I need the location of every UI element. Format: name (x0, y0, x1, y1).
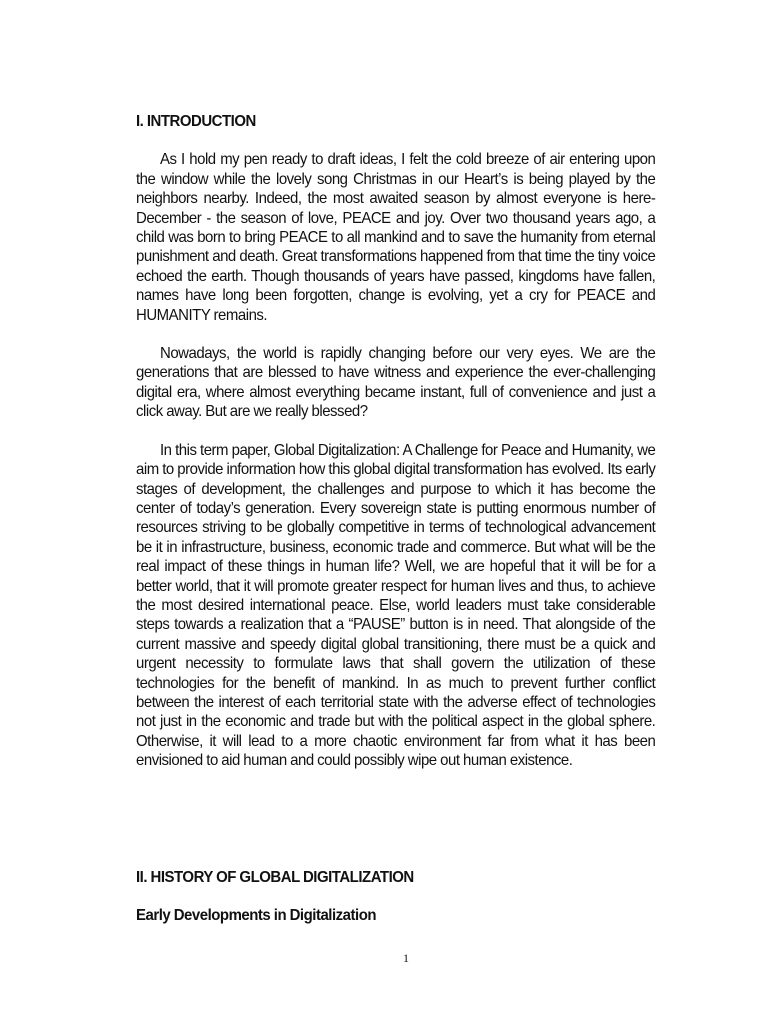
intro-paragraph-2: Nowadays, the world is rapidly changing before our very eyes. We are the generations that are blessed to have witness and experience the ever-challenging digital era, where almost everything became instant, full of convenience and just a click away. But are we really blessed? (136, 345, 656, 421)
subheading-early-developments: Early Developments in Digitalization (136, 907, 377, 924)
page-number: 1 (403, 951, 409, 965)
intro-paragraph-1: As I hold my pen ready to draft ideas, I felt the cold breeze of air entering upon the window while the lovely song Christmas in our Heart’s is being played by the neighbors nearby. Indeed, the most awaited season by almost everyone is here- December - the season of love, PEACE and joy. Over two thousand years ago, a child was born to bring PEACE to all mankind and to save the humanity from eternal punishment and death. Great transformations happened from that time the tiny voice echoed the earth. Though thousands of years have passed, kingdoms have fallen, names have long been forgotten, change is evolving, yet a cry for PEACE and HUMANITY remains. (136, 151, 656, 324)
document-body (136, 112, 655, 925)
section-heading-introduction: I. INTRODUCTION (136, 113, 256, 130)
intro-paragraph-3: In this term paper, Global Digitalization: A Challenge for Peace and Humanity, we aim to provide information how this global digital transformation has evolved. Its early stages of development, the challenges and purpose to which it has become the center of today’s generation. Every sovereign state is putting enormous number of resources striving to be globally competitive in terms of technological advancement be it in infrastructure, business, economic trade and commerce. But what will be the real impact of these things in human life? Well, we are hopeful that it will be for a better world, that it will promote greater respect for human lives and thus, to achieve the most desired international peace. Else, world leaders must take considerable steps towards a realization that a “PAUSE” button is in need. That alongside of the current massive and speedy digital global transitioning, there must be a quick and urgent necessity to formulate laws that shall govern the utilization of these technologies for the benefit of mankind. In as much to prevent further conflict between the interest of each territorial state with the adverse effect of technologies not just in the economic and trade but with the political aspect in the global sphere. Otherwise, it will lead to a more chaotic environment far from what it has been envisioned to aid human and could possibly wipe out human existence. (136, 441, 656, 770)
section-heading-history: II. HISTORY OF GLOBAL DIGITALIZATION (136, 868, 414, 886)
